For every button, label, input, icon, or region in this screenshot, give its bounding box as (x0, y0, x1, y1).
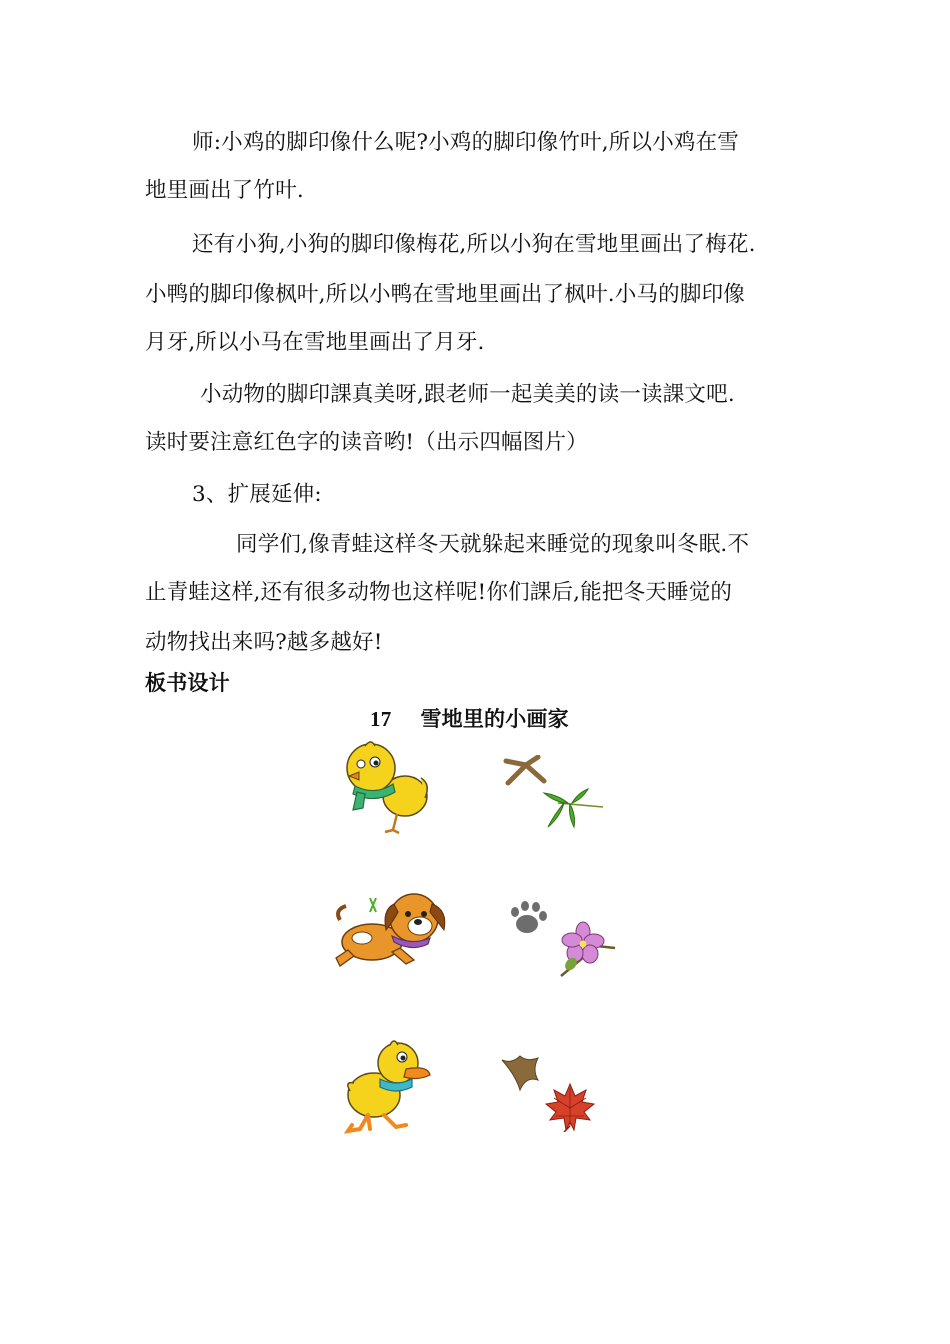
paragraph-4-line-2: 止青蛙这样,还有很多动物也这样呢!你们課后,能把冬天睡觉的 (145, 580, 733, 605)
duck-footprint-and-maple-leaf-icon (498, 1050, 598, 1132)
paragraph-3-line-2: 读时要注意红色字的读音哟!（出示四幅图片） (145, 430, 588, 455)
paragraph-2-line-2: 小鸭的脚印像枫叶,所以小鸭在雪地里画出了枫叶.小马的脚印像 (145, 282, 745, 307)
puppy-icon (332, 890, 452, 975)
chick-icon (335, 738, 435, 838)
paw-print-and-plum-blossom-icon (505, 898, 620, 980)
chick-footprint-and-bamboo-leaf-icon (498, 755, 608, 830)
paragraph-2-line-3: 月牙,所以小马在雪地里画出了月牙. (145, 330, 485, 355)
paragraph-2-line-1: 还有小狗,小狗的脚印像梅花,所以小狗在雪地里画出了梅花. (192, 232, 756, 257)
board-design-heading: 板书设计 (145, 671, 230, 695)
lesson-title: 雪地里的小画家 (420, 707, 569, 731)
lesson-number: 17 (370, 707, 392, 731)
paragraph-1-line-2: 地里画出了竹叶. (145, 178, 304, 203)
paragraph-3-line-1: 小动物的脚印課真美呀,跟老师一起美美的读一读課文吧. (200, 382, 735, 407)
paragraph-4-line-1: 同学们,像青蛙这样冬天就躲起来睡觉的现象叫冬眠.不 (236, 532, 750, 557)
duckling-icon (340, 1035, 440, 1135)
board-title (370, 704, 670, 734)
paragraph-1-line-1: 师:小鸡的脚印像什么呢?小鸡的脚印像竹叶,所以小鸡在雪 (192, 130, 740, 155)
paragraph-4-line-3: 动物找出来吗?越多越好! (145, 630, 383, 655)
section-3-heading: 3、扩展延伸: (192, 482, 322, 507)
